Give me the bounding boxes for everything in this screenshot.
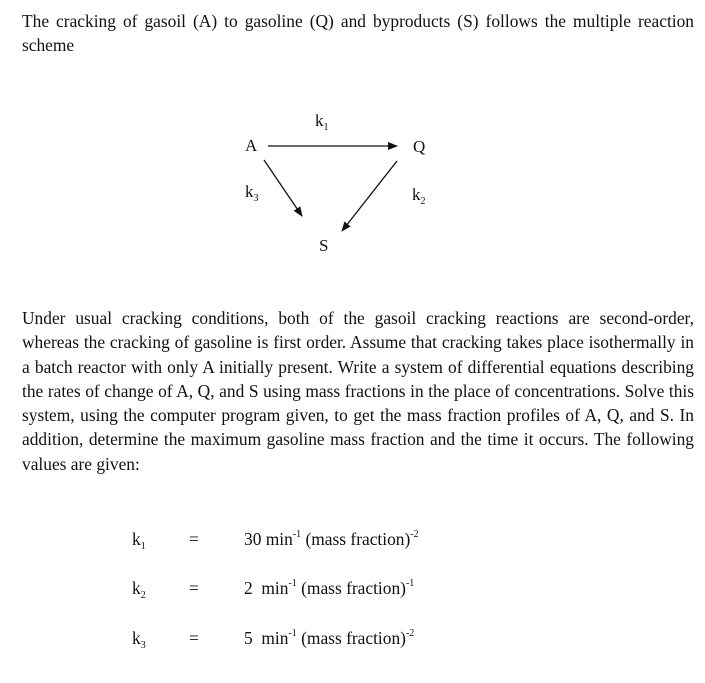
arrow-q-to-s [342, 161, 397, 231]
constant-symbol: $k_1$ [132, 529, 146, 552]
k3-symbol: k [245, 182, 254, 201]
k1-subscript: 1 [323, 122, 329, 133]
k2-rate-label [412, 185, 426, 207]
constant-value: 30 $\min^{-1}$ (mass fraction)$^{-2}$ [244, 529, 419, 549]
k1-rate-label [315, 111, 329, 133]
constant-value: 2 $\min^{-1}$ (mass fraction)$^{-1}$ [244, 578, 415, 598]
constant-symbol: $k_3$ [132, 628, 146, 651]
arrow-a-to-s [264, 160, 302, 216]
k2-symbol: k [412, 185, 421, 204]
species-s-label: S [319, 236, 329, 255]
equals-sign: = [189, 578, 199, 598]
constant-row-k3 [0, 628, 705, 654]
species-q-label: Q [413, 137, 426, 156]
constant-value: 5 $\min^{-1}$ (mass fraction)$^{-2}$ [244, 628, 415, 648]
constant-row-k2 [0, 578, 705, 604]
k3-subscript: 3 [253, 193, 259, 204]
equals-sign: = [189, 628, 199, 648]
k1-symbol: k [315, 111, 324, 130]
intro-paragraph: The cracking of gasoil (A) to gasoline (Q) and byproducts (S) follows the multiple reaction scheme [22, 11, 694, 56]
reaction-arrows [0, 0, 705, 300]
problem-statement-paragraph: Under usual cracking conditions, both of the gasoil cracking reactions are second-order, whereas the cracking of gasoline is first order. Assume that cracking takes place isothermally in a batch reactor with only A initially present. Write a system of differential equations describing the rates of change of A, Q, and S using mass fractions in the place of concentrations. Solve this system, using the computer program given, to get the mass fraction profiles of A, Q, and S. In addition, determine the maximum gasoline mass fraction and the time it occurs. The following values are given: [22, 308, 694, 474]
equals-sign: = [189, 529, 199, 549]
k3-rate-label [245, 182, 259, 204]
species-a-label: A [245, 136, 258, 155]
constant-symbol: $k_2$ [132, 578, 146, 601]
constant-row-k1 [0, 529, 705, 555]
k2-subscript: 2 [420, 196, 426, 207]
